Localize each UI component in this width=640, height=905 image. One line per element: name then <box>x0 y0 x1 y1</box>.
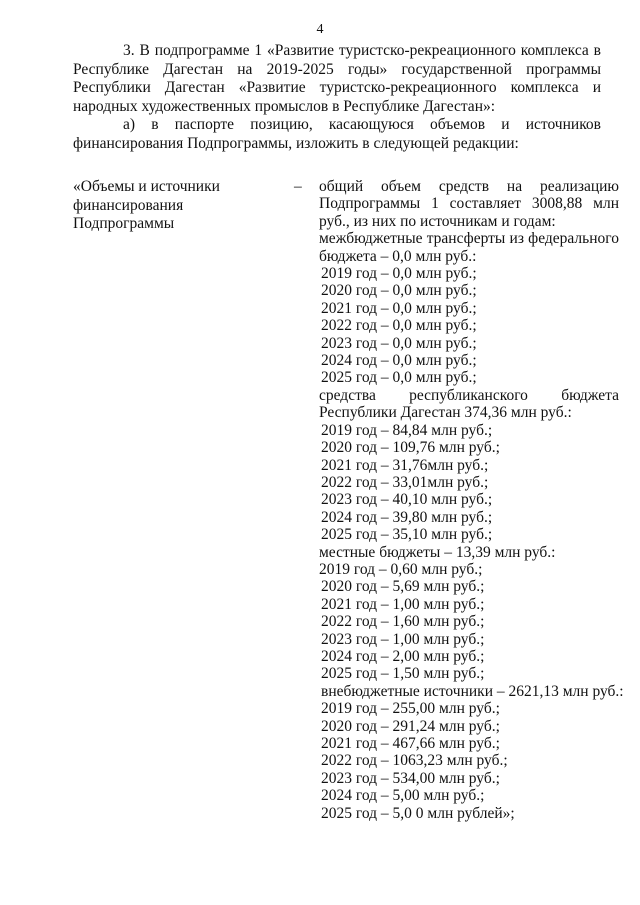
local-year-item: 2025 год – 1,50 млн руб.; <box>321 665 485 683</box>
page-number: 4 <box>316 22 324 37</box>
republican-year-item: 2021 год – 31,76млн руб.; <box>321 456 489 474</box>
extrabudgetary-year-item: 2023 год – 534,00 млн руб.; <box>321 769 500 787</box>
local-year-item: 2019 год – 0,60 млн руб.; <box>319 560 483 578</box>
federal-year-item: 2020 год – 0,0 млн руб.; <box>321 282 477 300</box>
local-year-item: 2021 год – 1,00 млн руб.; <box>321 595 485 613</box>
extrabudgetary-year-item: 2020 год – 291,24 млн руб.; <box>321 717 500 735</box>
republican-year-item: 2020 год – 109,76 млн руб.; <box>321 439 500 457</box>
extrabudgetary-year-item: 2025 год – 5,0 0 млн рублей»; <box>321 804 515 822</box>
amendment-paragraph: 3. В подпрограмме 1 «Развитие туристско-рекреационного комплекса в Республике Дагестан на 2019-2025 годы» государственной программы Республики Дагестан «Развитие туристско-рекреационного комплекса и народных художественных промыслов в Республике Дагестан»: <box>73 42 601 115</box>
extrabudgetary-year-item: 2021 год – 467,66 млн руб.; <box>321 735 500 752</box>
extrabudgetary-year-item: 2019 год – 255,00 млн руб.; <box>321 700 500 718</box>
extrabudgetary-heading: внебюджетные источники – 2621,13 млн руб.: <box>321 682 624 700</box>
republican-year-item: 2019 год – 84,84 млн руб.; <box>321 421 493 439</box>
republican-year-item: 2025 год – 35,10 млн руб.; <box>321 526 493 544</box>
passport-dash: – <box>294 178 302 195</box>
instruction-paragraph: а) в паспорте позицию, касающуюся объемов и источников финансирования Подпрограммы, изложить в следующей редакции: <box>73 116 601 152</box>
local-year-item: 2022 год – 1,60 млн руб.; <box>321 613 485 631</box>
extrabudgetary-year-item: 2022 год – 1063,23 млн руб.; <box>321 752 508 770</box>
local-year-item: 2024 год – 2,00 млн руб.; <box>321 647 485 665</box>
federal-year-item: 2022 год – 0,0 млн руб.; <box>321 317 477 335</box>
intro-section <box>73 42 601 153</box>
passport-value <box>319 178 624 822</box>
federal-year-item: 2021 год – 0,0 млн руб.; <box>321 299 477 317</box>
extrabudgetary-year-item: 2024 год – 5,00 млн руб.; <box>321 787 485 805</box>
federal-year-item: 2025 год – 0,0 млн руб.; <box>321 369 477 387</box>
republican-year-item: 2023 год – 40,10 млн руб.; <box>321 491 493 509</box>
federal-year-item: 2024 год – 0,0 млн руб.; <box>321 352 477 370</box>
federal-year-item: 2023 год – 0,0 млн руб.; <box>321 334 477 352</box>
local-year-item: 2020 год – 5,69 млн руб.; <box>321 578 485 596</box>
republican-heading: средства республиканского бюджета Республики Дагестан 374,36 млн руб.: <box>319 386 619 422</box>
republican-year-item: 2022 год – 33,01млн руб.; <box>321 473 489 491</box>
local-heading: местные бюджеты – 13,39 млн руб.: <box>319 543 556 561</box>
federal-heading: межбюджетные трансферты из федерального бюджета – 0,0 млн руб.: <box>319 230 619 265</box>
republican-year-item: 2024 год – 39,80 млн руб.; <box>321 508 493 526</box>
local-year-item: 2023 год – 1,00 млн руб.; <box>321 630 485 648</box>
total-funding: общий объем средств на реализацию Подпрограммы 1 составляет 3008,88 млн руб., из них по источникам и годам: <box>319 178 619 230</box>
federal-year-item: 2019 год – 0,0 млн руб.; <box>321 265 477 283</box>
passport-label: «Объемы и источники финансирования Подпрограммы <box>73 178 220 232</box>
